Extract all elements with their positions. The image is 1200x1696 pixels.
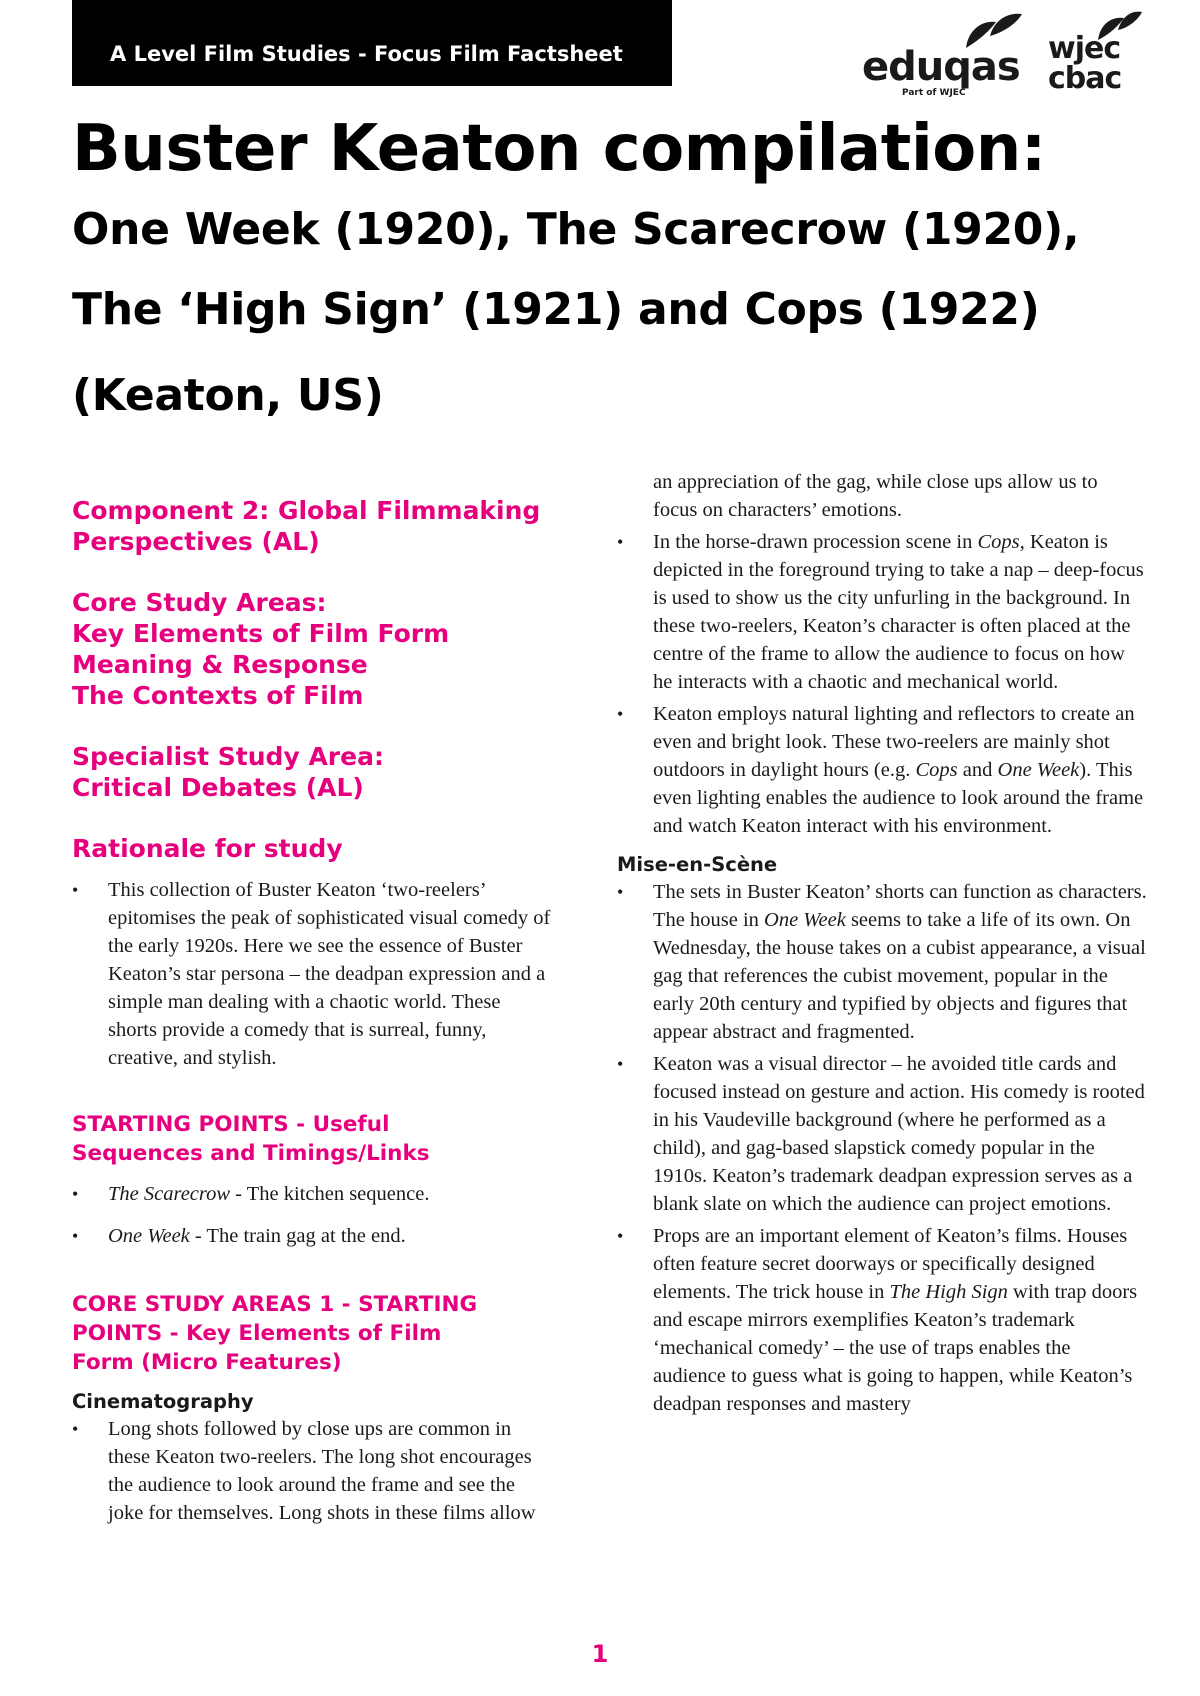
starting-points-heading-2: Sequences and Timings/Links [72,1141,430,1166]
component-heading-1: Component 2: Global Filmmaking [72,496,541,525]
list-item: • The sets in Buster Keaton’ shorts can function as characters. The house in One Week seems to take a life of its own. On Wednesday, the house takes on a cubist appearance, a visual gag that references the cubist movement, popular in the early 20th century and typified by objects and figures that appear abstract and fragmented. [617,878,1147,1046]
page-title: Buster Keaton compilation: [72,112,1046,186]
wjec-logo-text: wjec [1048,31,1121,66]
core-heading-4: The Contexts of Film [72,681,364,710]
rationale-list [72,876,552,1072]
core-heading-2: Key Elements of Film Form [72,619,450,648]
list-item: • Long shots followed by close ups are common in these Keaton two-reelers. The long shot encourages the audience to look around the frame and see the joke for themselves. Long shots in these films allow [72,1415,552,1527]
sequences-list [72,1180,552,1250]
cinematography-heading: Cinematography [72,1390,254,1413]
core-areas-heading-2: POINTS - Key Elements of Film [72,1321,442,1346]
film-title: The Scarecrow [108,1183,231,1205]
cinematography-list [72,1415,552,1527]
left-column [72,495,552,1527]
list-item: • One Week - The train gag at the end. [72,1222,552,1250]
mise-en-scene-heading: Mise-en-Scène [617,853,778,876]
core-heading-3: Meaning & Response [72,650,368,679]
list-item: • Keaton employs natural lighting and reflectors to create an even and bright look. These two-reelers are mainly shot outdoors in daylight hours (e.g. Cops and One Week). This even lighting enables the audience to look around the frame and watch Keaton interact with his environment. [617,700,1147,840]
list-item: • Props are an important element of Keaton’s films. Houses often feature secret doorways or specifically designed elements. The trick house in The High Sign with trap doors and escape mirrors exemplifies Keaton’s trademark ‘mechanical comedy’ – the use of traps enables the audience to guess what is going to happen, while Keaton’s deadpan responses and mastery [617,1222,1147,1418]
eduqas-logo: eduqas [862,44,1020,90]
right-column [617,468,1147,1418]
film-title: One Week [997,759,1080,781]
rationale-heading: Rationale for study [72,834,343,863]
title-line-3: The ‘High Sign’ (1921) and Cops (1922) [72,284,1040,335]
list-item: • Keaton was a visual director – he avoided title cards and focused instead on gesture and action. His comedy is rooted in his Vaudeville background (where he performed as a child), and gag-based slapstick comedy popular in the 1910s. Keaton’s trademark deadpan expression serves as a blank slate on which the audience can project emotions. [617,1050,1147,1218]
starting-points-heading-1: STARTING POINTS - Useful [72,1112,390,1137]
cbac-logo-text: cbac [1048,61,1122,96]
core-heading-1: Core Study Areas: [72,588,327,617]
eduqas-logo-sub: Part of WJEC [902,88,966,98]
wjec-cbac-logo [1048,31,1122,96]
core-areas-heading-3: Form (Micro Features) [72,1350,342,1375]
film-title: One Week [108,1225,190,1247]
continued-text: an appreciation of the gag, while close ups allow us to focus on characters’ emotions. [653,471,1098,521]
component-heading-2: Perspectives (AL) [72,527,320,556]
title-line-2: One Week (1920), The Scarecrow (1920), [72,204,1080,255]
title-block [72,108,1152,442]
header-bar [72,0,672,86]
list-item: • The Scarecrow - The kitchen sequence. [72,1180,552,1208]
header-label: A Level Film Studies - Focus Film Factsheet [110,42,623,66]
core-areas-heading-1: CORE STUDY AREAS 1 - STARTING [72,1292,478,1317]
page-number: 1 [591,1640,609,1668]
film-title: Cops [977,531,1020,553]
title-line-4: (Keaton, US) [72,370,384,421]
list-item: • This collection of Buster Keaton ‘two-reelers’ epitomises the peak of sophisticated visual comedy of the early 1920s. Here we see the essence of Buster Keaton’s star persona – the deadpan expression and a simple man dealing with a chaotic world. These shorts provide a comedy that is surreal, funny, creative, and stylish. [72,876,552,1072]
mise-en-scene-list [617,878,1147,1418]
film-title: Cops [915,759,958,781]
film-title: The High Sign [889,1281,1008,1303]
specialist-heading-2: Critical Debates (AL) [72,773,364,802]
film-title: One Week [764,909,846,931]
cinematography-list-continued [617,528,1147,840]
specialist-heading-1: Specialist Study Area: [72,742,384,771]
list-item: • In the horse-drawn procession scene in Cops, Keaton is depicted in the foreground trying to take a nap – deep-focus is used to show us the city unfurling in the background. In these two-reelers, Keaton’s character is often placed at the centre of the frame to allow the audience to focus on how he interacts with a chaotic and mechanical world. [617,528,1147,696]
